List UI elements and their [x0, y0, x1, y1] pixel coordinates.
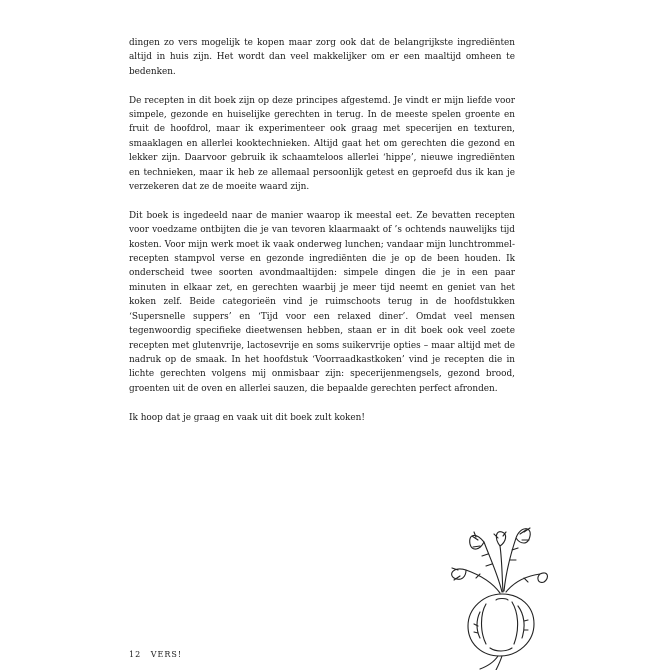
paragraph-1: dingen zo vers mogelijk te kopen maar zorg ook dat de belangrijkste ingrediënten altijd in huis zijn. Het wordt dan veel makkelijker om er een maaltijd omheen te bedenken.	[129, 38, 515, 77]
paragraph-4: Ik hoop dat je graag en vaak uit dit boek zult koken!	[129, 412, 365, 423]
body-text	[129, 36, 515, 439]
paragraph-2: De recepten in dit boek zijn op deze principes afgestemd. Je vindt er mijn liefde voor simpele, gezonde en huiselijke gerechten in terug. In de meeste spelen groente en fruit de hoofdrol, maar ik experimenteer ook graag met specerijen en texturen, smaaklagen en allerlei kooktechnieken. Altijd gaat het om gerechten die gezond en lekker zijn. Daarvoor gebruik ik schaamteloos allerlei ‘hippe’, nieuwe ingrediënten en technieken, maar ik heb ze allemaal persoonlijk getest en geproefd dus ik kan je verzekeren dat ze de moeite waard zijn.	[129, 95, 515, 193]
beetroot-icon	[440, 520, 550, 670]
running-title: VERS!	[150, 650, 183, 659]
page-number: 12	[129, 650, 142, 659]
paragraph-3: Dit boek is ingedeeld naar de manier waarop ik meestal eet. Ze bevatten recepten voor voedzame ontbijten die je van tevoren klaarmaakt of ’s ochtends nauwelijks tijd kosten. Voor mijn werk moet ik vaak onderweg lunchen; vandaar mijn lunchtrommel-recepten stampvol verse en gezonde ingrediënten die je op de been houden. Ik onderscheid twee soorten avondmaaltijden: simpele dingen die je in een paar minuten in elkaar zet, en gerechten waarbij je meer tijd neemt en geniet van het koken zelf. Beide categorieën vind je ruimschoots terug in de hoofdstukken ‘Supersnelle suppers’ en ‘Tijd voor een relaxed diner’. Omdat veel mensen tegenwoordig specifieke dieetwensen hebben, staan er in dit boek ook veel zoete recepten met glutenvrije, lactosevrije en soms suikervrije opties – maar altijd met de nadruk op de smaak. In het hoofdstuk ‘Voorraadkastkoken’ vind je recepten die in lichte gerechten volgens mij onmisbaar zijn: specerijenmengsels, gezond brood, groenten uit de oven en allerlei sauzen, die bepaalde gerechten perfect afronden.	[129, 210, 515, 394]
page-footer	[129, 650, 182, 659]
